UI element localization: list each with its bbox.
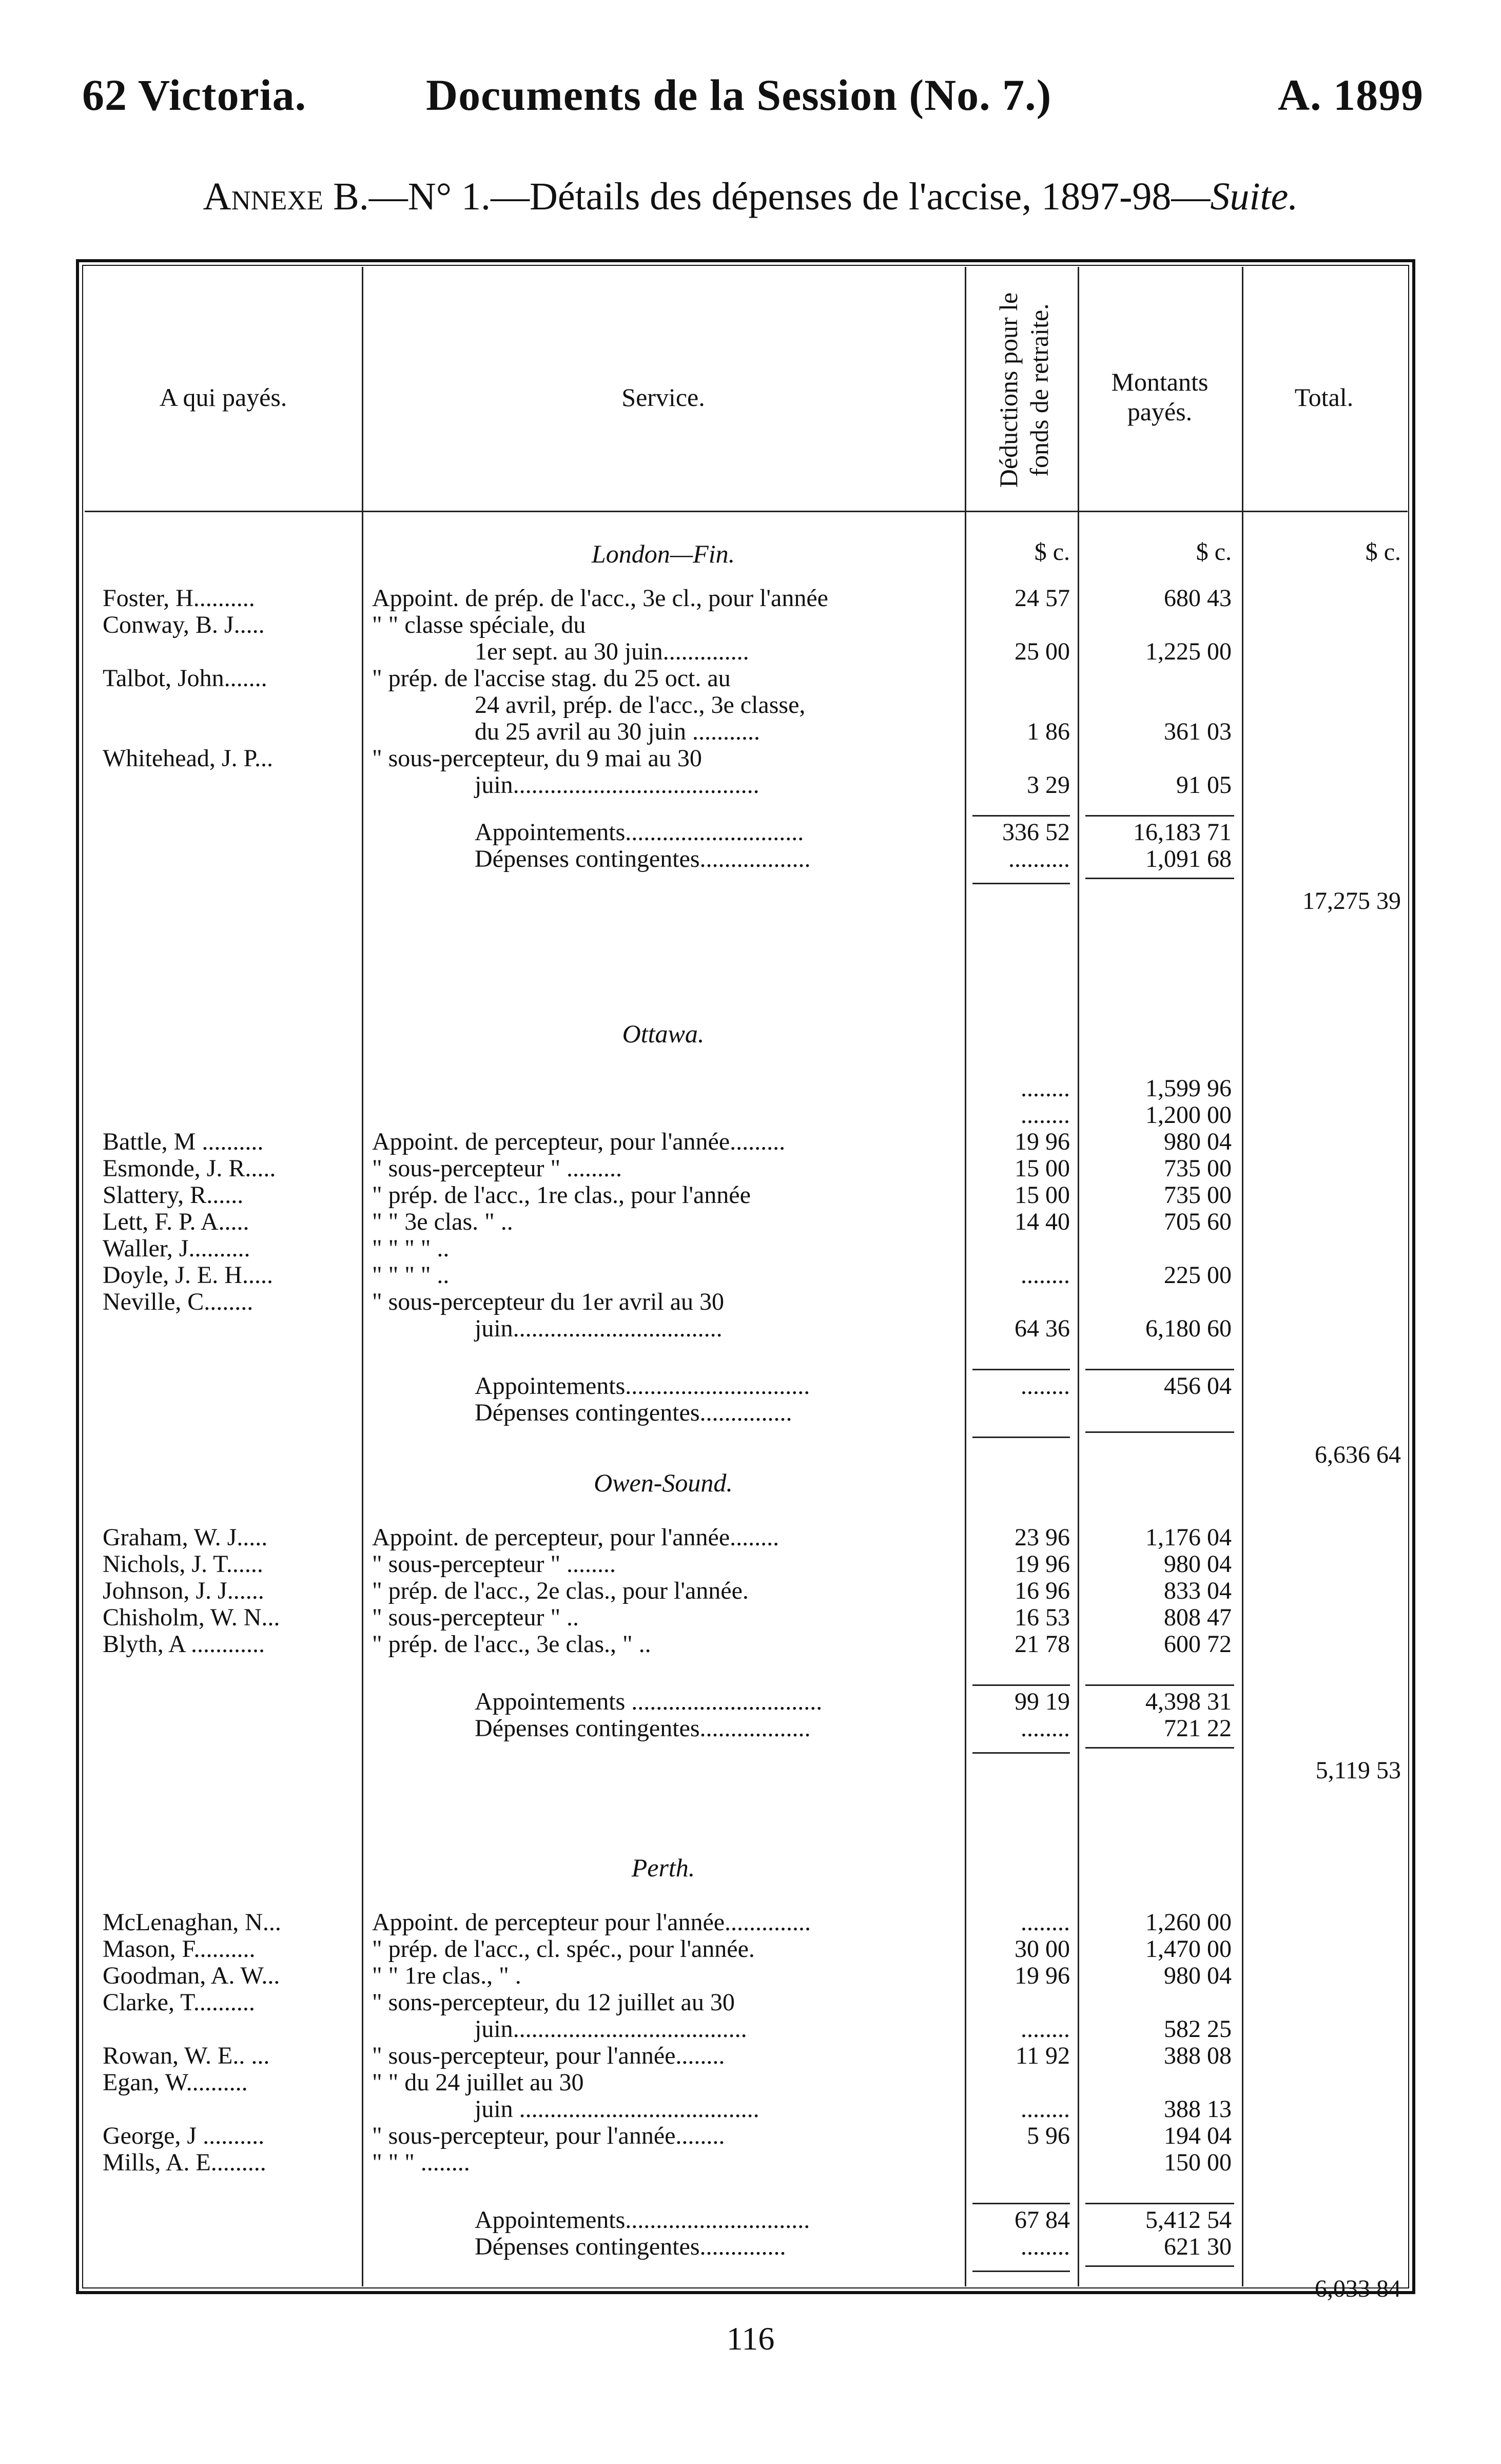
service-text: " sons-percepteur, du 12 juillet au 30 (372, 1989, 735, 2016)
total-rule (1085, 2265, 1234, 2267)
service-text: Appoint. de percepteur, pour l'année........ (372, 1524, 779, 1551)
summary-deduction: 99 19 (1015, 1688, 1070, 1715)
total-rule (1085, 878, 1234, 879)
summary-label: Appointements............................. (475, 819, 804, 846)
deduction-value: 11 92 (1015, 2042, 1070, 2069)
service-text: " prép. de l'acc., 3e clas., " .. (372, 1631, 651, 1658)
summary-amount: 721 22 (1164, 1715, 1232, 1742)
payee-name: Nichols, J. T...... (103, 1550, 263, 1578)
deduction-value: 3 29 (1027, 771, 1070, 799)
deduction-value: 21 78 (1015, 1631, 1070, 1658)
deduction-value: 64 36 (1015, 1315, 1070, 1342)
payee-name: Clarke, T.......... (103, 1989, 255, 2016)
subtotal-rule (1085, 1684, 1234, 1686)
amount-value: 1,470 00 (1145, 1935, 1232, 1963)
subtotal-rule (1085, 1369, 1234, 1370)
payee-name: Neville, C........ (103, 1288, 254, 1315)
deduction-value: 15 00 (1015, 1155, 1070, 1182)
service-text: " sous-percepteur, du 9 mai au 30 (372, 745, 702, 772)
service-text: " sous-percepteur " ......... (372, 1155, 622, 1182)
col-sep-2 (965, 267, 966, 2286)
payee-name: Conway, B. J..... (103, 611, 265, 638)
summary-deduction: ........ (1021, 2233, 1070, 2260)
section-total: 5,119 53 (1315, 1757, 1401, 1784)
amount-value: 361 03 (1164, 718, 1232, 745)
header-right: A. 1899 (1278, 70, 1424, 120)
deduction-value: 1 86 (1027, 718, 1070, 745)
payee-name: Chisholm, W. N... (103, 1604, 280, 1631)
service-text: " " 3e clas. " .. (372, 1208, 513, 1235)
section-end-rule (972, 2271, 1070, 2272)
subtotal-rule (972, 1369, 1070, 1370)
amount-value: 808 47 (1164, 1604, 1232, 1631)
amount-value: 388 13 (1164, 2096, 1232, 2123)
page-subtitle (0, 174, 1501, 219)
summary-amount: 4,398 31 (1145, 1688, 1232, 1715)
subtotal-rule (972, 2203, 1070, 2204)
payee-name: Goodman, A. W... (103, 1962, 280, 1989)
summary-amount: 621 30 (1164, 2233, 1232, 2260)
service-text: du 25 avril au 30 juin ........... (475, 718, 760, 745)
service-text: " sous-percepteur " .. (372, 1604, 579, 1631)
payee-name: Whitehead, J. P... (103, 745, 273, 772)
summary-label: Dépenses contingentes.................. (475, 1715, 811, 1742)
payee-name: Battle, M .......... (103, 1128, 264, 1155)
total-rule (1085, 1431, 1234, 1433)
amount-value: 980 04 (1164, 1550, 1232, 1578)
service-text: Appoint. de percepteur pour l'année.............. (372, 1909, 811, 1936)
service-text: " " " " .. (372, 1235, 450, 1262)
subtotal-rule (972, 1684, 1070, 1686)
service-text: " prép. de l'acc., 1re clas., pour l'année (372, 1181, 751, 1209)
service-text: " " 1re clas., " . (372, 1962, 521, 1989)
summary-label: Dépenses contingentes.............. (475, 2233, 786, 2260)
payee-name: George, J .......... (103, 2122, 265, 2149)
header-center: Documents de la Session (No. 7.) (426, 70, 1052, 120)
amount-value: 388 08 (1164, 2042, 1232, 2069)
col-header-payee: A qui payés. (159, 383, 287, 412)
amount-value: 225 00 (1164, 1262, 1232, 1289)
amount-value: 735 00 (1164, 1181, 1232, 1209)
payee-name: Lett, F. P. A..... (103, 1208, 249, 1235)
service-text: " prép. de l'accise stag. du 25 oct. au (372, 665, 731, 692)
section-end-rule (972, 883, 1070, 884)
amount-value: 1,225 00 (1145, 638, 1232, 665)
section-end-rule (972, 1437, 1070, 1438)
payee-name: Mason, F.......... (103, 1935, 256, 1963)
subtitle-suite: Suite. (1210, 175, 1298, 218)
summary-deduction: ........ (1021, 1372, 1070, 1400)
col-sep-3 (1078, 267, 1079, 2286)
service-text: " sous-percepteur, pour l'année........ (372, 2042, 725, 2069)
summary-label: Dépenses contingentes.................. (475, 845, 811, 872)
deduction-value: 19 96 (1015, 1550, 1070, 1578)
summary-deduction: 67 84 (1015, 2206, 1070, 2234)
payee-name: Blyth, A ............ (103, 1631, 265, 1658)
service-text: " sous-percepteur, pour l'année........ (372, 2122, 725, 2149)
subtitle-annexe: Annexe (203, 175, 324, 218)
deduction-value: 14 40 (1015, 1208, 1070, 1235)
col-sep-4 (1242, 267, 1243, 2286)
page-number: 116 (726, 2320, 775, 2357)
service-text: juin ....................................... (475, 2096, 759, 2123)
deduction-value: ........ (1021, 1101, 1070, 1129)
deduction-value: 25 00 (1015, 638, 1070, 665)
col-header-deductions: Déductions pour le fonds de retraite. (994, 292, 1054, 488)
service-text: " sous-percepteur du 1er avril au 30 (372, 1288, 725, 1315)
payee-name: Johnson, J. J...... (103, 1577, 264, 1604)
deduction-value: 5 96 (1027, 2122, 1070, 2149)
amount-value: 1,176 04 (1145, 1524, 1232, 1551)
service-text: " prép. de l'acc., cl. spéc., pour l'année. (372, 1935, 755, 1963)
col-header-amounts: Montants payés. (1111, 367, 1208, 426)
subtotal-rule (1085, 2203, 1234, 2204)
summary-amount: 5,412 54 (1145, 2206, 1232, 2234)
payee-name: Esmonde, J. R..... (103, 1155, 276, 1182)
amount-value: 91 05 (1176, 771, 1232, 799)
summary-label: Appointements ............................... (475, 1688, 823, 1715)
unit-dollar-amt: $ c. (1196, 538, 1232, 566)
section-title: Owen-Sound. (594, 1468, 733, 1497)
deduction-value: 19 96 (1015, 1128, 1070, 1155)
service-text: Appoint. de percepteur, pour l'année......... (372, 1128, 786, 1155)
amount-value: 1,599 96 (1145, 1075, 1232, 1102)
section-title: Ottawa. (622, 1019, 705, 1048)
unit-dollar-tot: $ c. (1365, 538, 1401, 566)
amount-value: 980 04 (1164, 1128, 1232, 1155)
deduction-value: ........ (1021, 2015, 1070, 2043)
service-text: 1er sept. au 30 juin.............. (475, 638, 749, 665)
amount-value: 735 00 (1164, 1155, 1232, 1182)
deduction-value: 30 00 (1015, 1935, 1070, 1963)
service-text: " prép. de l'acc., 2e clas., pour l'année. (372, 1577, 749, 1604)
section-total: 6,033 84 (1315, 2275, 1401, 2302)
service-text: Appoint. de prép. de l'acc., 3e cl., pour l'année (372, 585, 828, 612)
service-text: " " classe spéciale, du (372, 611, 586, 638)
header-left: 62 Victoria. (82, 70, 307, 120)
service-text: " " " ........ (372, 2149, 470, 2176)
amount-value: 705 60 (1164, 1208, 1232, 1235)
amount-value: 150 00 (1164, 2149, 1232, 2176)
header-separator (85, 511, 1408, 512)
amount-value: 194 04 (1164, 2122, 1232, 2149)
amount-value: 6,180 60 (1145, 1315, 1232, 1342)
deduction-value: 24 57 (1015, 585, 1070, 612)
col-header-service: Service. (621, 383, 705, 412)
payee-name: Waller, J.......... (103, 1235, 250, 1262)
summary-label: Dépenses contingentes............... (475, 1399, 792, 1426)
payee-name: McLenaghan, N... (103, 1909, 281, 1936)
section-title: London—Fin. (591, 539, 735, 568)
service-text: " " " " .. (372, 1262, 450, 1289)
deduction-value: 15 00 (1015, 1181, 1070, 1209)
deduction-value: ........ (1021, 1075, 1070, 1102)
col-header-total: Total. (1294, 383, 1354, 412)
summary-amount: 16,183 71 (1133, 819, 1232, 846)
total-rule (1085, 1747, 1234, 1749)
payee-name: Talbot, John....... (103, 665, 267, 692)
section-total: 17,275 39 (1302, 887, 1401, 915)
payee-name: Doyle, J. E. H..... (103, 1262, 273, 1289)
amount-value: 1,260 00 (1145, 1909, 1232, 1936)
summary-amount: 456 04 (1164, 1372, 1232, 1400)
service-text: juin........................................ (475, 771, 759, 799)
deduction-value: ........ (1021, 1909, 1070, 1936)
deduction-value: 16 96 (1015, 1577, 1070, 1604)
section-end-rule (972, 1752, 1070, 1754)
summary-label: Appointements.............................. (475, 1372, 810, 1400)
section-total: 6,636 64 (1315, 1441, 1401, 1468)
unit-dollar-ded: $ c. (1034, 538, 1070, 566)
summary-label: Appointements.............................. (475, 2206, 810, 2234)
service-text: " sous-percepteur " ........ (372, 1550, 616, 1578)
subtotal-rule (1085, 815, 1234, 817)
amount-value: 680 43 (1164, 585, 1232, 612)
deduction-value: ........ (1021, 2096, 1070, 2123)
amount-value: 833 04 (1164, 1577, 1232, 1604)
payee-name: Rowan, W. E.. ... (103, 2042, 270, 2069)
subtotal-rule (972, 815, 1070, 817)
amount-value: 980 04 (1164, 1962, 1232, 1989)
deduction-value: 23 96 (1015, 1524, 1070, 1551)
section-title: Perth. (631, 1853, 695, 1882)
payee-name: Mills, A. E......... (103, 2149, 266, 2176)
payee-name: Graham, W. J..... (103, 1524, 268, 1551)
summary-amount: 1,091 68 (1145, 845, 1232, 872)
service-text: 24 avril, prép. de l'acc., 3e classe, (475, 691, 806, 719)
amount-value: 582 25 (1164, 2015, 1232, 2043)
amount-value: 600 72 (1164, 1631, 1232, 1658)
deduction-value: ........ (1021, 1262, 1070, 1289)
service-text: juin.................................. (475, 1315, 723, 1342)
payee-name: Slattery, R...... (103, 1181, 244, 1209)
summary-deduction: 336 52 (1002, 819, 1070, 846)
service-text: " " du 24 juillet au 30 (372, 2069, 584, 2096)
payee-name: Egan, W.......... (103, 2069, 248, 2096)
service-text: juin...................................... (475, 2015, 747, 2043)
subtitle-text: B.—N° 1.—Détails des dépenses de l'accise, 1897-98— (333, 175, 1211, 218)
summary-deduction: .......... (1008, 845, 1070, 872)
summary-deduction: ........ (1021, 1715, 1070, 1742)
payee-name: Foster, H.......... (103, 585, 255, 612)
deduction-value: 19 96 (1015, 1962, 1070, 1989)
deduction-value: 16 53 (1015, 1604, 1070, 1631)
col-sep-1 (362, 267, 363, 2286)
amount-value: 1,200 00 (1145, 1101, 1232, 1129)
